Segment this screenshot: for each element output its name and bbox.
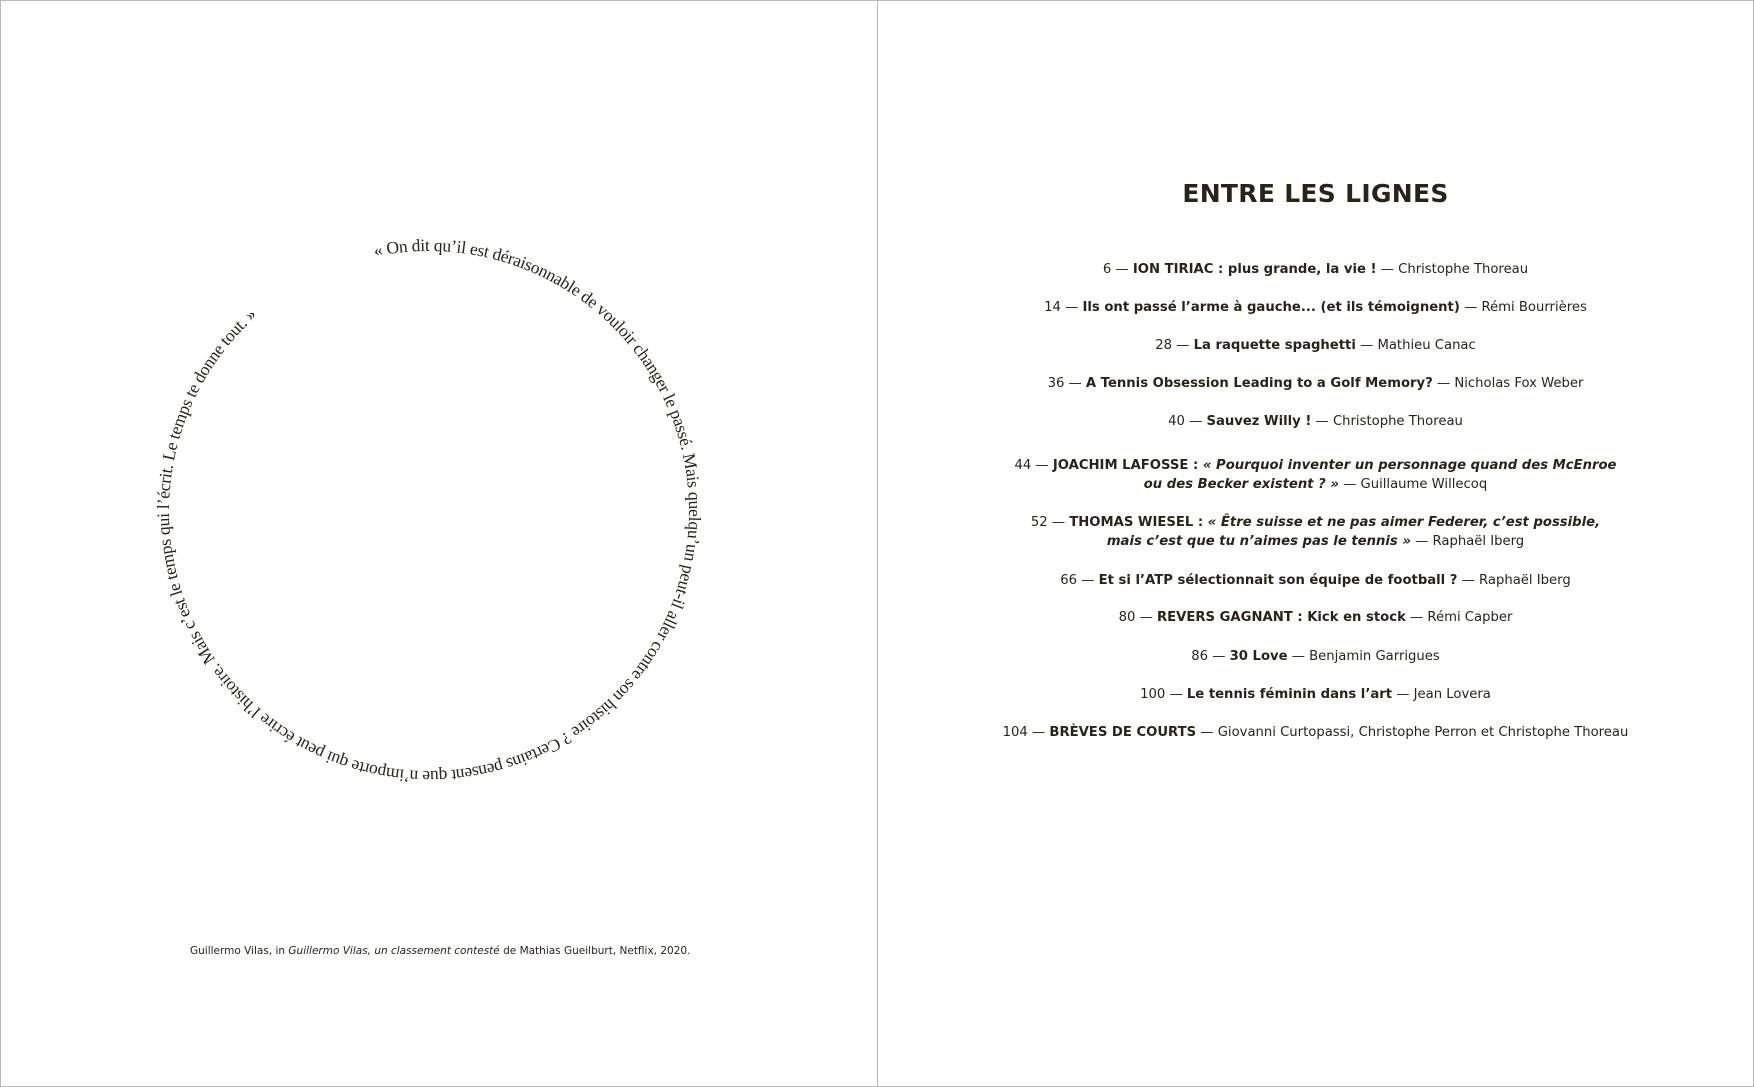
toc-entry-quote: « Être suisse et ne pas aimer Federer, c’est possible, <box>1207 515 1601 530</box>
toc-separator: — <box>1392 687 1414 702</box>
toc-entry-author: Christophe Thoreau <box>1398 262 1529 277</box>
toc-entry-title: REVERS GAGNANT : Kick en stock <box>1156 610 1406 625</box>
toc-entry-title: ION TIRIAC : plus grande, la vie ! <box>1132 262 1377 277</box>
toc-page-number: 100 <box>1140 687 1166 702</box>
toc-separator: — <box>1432 376 1455 391</box>
toc-separator: — <box>1077 573 1099 588</box>
circular-quote-text <box>102 184 757 839</box>
toc-separator: — <box>1287 649 1310 664</box>
toc-separator: — <box>1184 414 1207 429</box>
toc-entry-title: Le tennis féminin dans l’art <box>1186 687 1393 702</box>
toc-entry-quote: mais c’est que tu n’aimes pas le tennis » <box>1106 534 1411 549</box>
toc-page-number: 44 <box>1014 458 1032 473</box>
toc-entry <box>878 412 1753 431</box>
toc-entry-author: Rémi Capber <box>1427 610 1513 625</box>
toc-separator: — <box>1031 458 1053 473</box>
toc-separator: — <box>1027 725 1050 740</box>
toc-entry <box>878 298 1753 317</box>
toc-separator: — <box>1355 338 1378 353</box>
toc-separator: — <box>1376 262 1399 277</box>
toc-entry <box>878 571 1753 590</box>
toc-separator: — <box>1311 414 1333 429</box>
toc-page-number: 6 <box>1102 262 1112 277</box>
toc-separator: — <box>1457 573 1480 588</box>
toc-entry <box>878 723 1753 742</box>
toc-entry-title: BRÈVES DE COURTS <box>1049 725 1197 740</box>
toc-entry <box>878 336 1753 355</box>
toc-separator: — <box>1338 477 1361 492</box>
toc-page-number: 104 <box>1002 725 1028 740</box>
credit-prefix: Guillermo Vilas, in <box>190 945 289 957</box>
toc-entry-title: JOACHIM LAFOSSE : <box>1052 458 1203 473</box>
toc-separator: — <box>1410 534 1433 549</box>
toc-entry <box>878 374 1753 393</box>
circular-quote <box>1 1 877 1086</box>
toc-separator: — <box>1064 376 1086 391</box>
credit-work-title: Guillermo Vilas, un classement contesté <box>288 945 500 957</box>
toc-page-number: 86 <box>1191 649 1209 664</box>
toc-entry-author: Nicholas Fox Weber <box>1454 376 1584 391</box>
credit-suffix: de Mathias Gueilburt, Netflix, 2020. <box>499 945 691 957</box>
toc-entry-title: 30 Love <box>1229 649 1288 664</box>
left-page <box>1 1 877 1086</box>
right-page <box>878 1 1753 1086</box>
circular-quote-textpath: « On dit qu’il est déraisonnable de vouloir changer le passé. Mais quelqu’un peut-il aller contre son histoire ? Certains pensent que n’importe qui peut écrire l’histoire. Mais c’est le temps qui l’écrit. Le temps te donne tout. » <box>152 234 706 788</box>
toc-entry-title: THOMAS WIESEL : <box>1069 515 1208 530</box>
toc-separator: — <box>1405 610 1428 625</box>
toc-entry-author: Benjamin Garrigues <box>1309 649 1440 664</box>
toc-page-number: 40 <box>1168 414 1185 429</box>
toc-entry-author: Giovanni Curtopassi, Christophe Perron et Christophe Thoreau <box>1217 725 1629 740</box>
toc-page-number: 52 <box>1030 515 1048 530</box>
toc-separator: — <box>1135 610 1157 625</box>
toc-page-number: 80 <box>1118 610 1136 625</box>
toc-separator: — <box>1459 300 1482 315</box>
quote-credit <box>190 945 690 957</box>
toc-page-number: 14 <box>1044 300 1061 315</box>
toc-entry <box>878 260 1753 279</box>
toc-page-number: 66 <box>1060 573 1078 588</box>
toc-entry-author: Rémi Bourrières <box>1481 300 1587 315</box>
toc-entry <box>878 685 1753 704</box>
toc-entry-title: La raquette spaghetti <box>1193 338 1356 353</box>
toc-entry-author: Raphaël Iberg <box>1432 534 1525 549</box>
toc-entry <box>878 513 1753 551</box>
toc-entry <box>878 647 1753 666</box>
toc-separator: — <box>1172 338 1194 353</box>
toc-entry-author: Jean Lovera <box>1413 687 1491 702</box>
toc-entry-title: A Tennis Obsession Leading to a Golf Memory? <box>1085 376 1433 391</box>
toc-entry-quote: « Pourquoi inventer un personnage quand des McEnroe <box>1202 458 1617 473</box>
toc-entry-author: Raphaël Iberg <box>1479 573 1571 588</box>
toc-entry <box>878 608 1753 627</box>
toc-entry <box>878 456 1753 494</box>
toc-entry-title: Sauvez Willy ! <box>1206 414 1312 429</box>
toc-entry-author: Guillaume Willecoq <box>1360 477 1488 492</box>
toc-separator: — <box>1060 300 1083 315</box>
toc-entry-title: Ils ont passé l’arme à gauche... (et ils témoignent) <box>1082 300 1460 315</box>
toc-page-number: 28 <box>1155 338 1172 353</box>
toc-page-number: 36 <box>1047 376 1065 391</box>
toc-title: ENTRE LES LIGNES <box>1182 179 1449 208</box>
toc-separator: — <box>1111 262 1133 277</box>
toc-separator: — <box>1165 687 1187 702</box>
toc-separator: — <box>1047 515 1070 530</box>
toc-entry-title: Et si l’ATP sélectionnait son équipe de football ? <box>1098 573 1458 588</box>
toc-separator: — <box>1208 649 1230 664</box>
toc-entry-author: Christophe Thoreau <box>1332 414 1463 429</box>
toc-separator: — <box>1196 725 1218 740</box>
toc-entry-quote: ou des Becker existent ? » <box>1143 477 1339 492</box>
toc-entry-author: Mathieu Canac <box>1377 338 1476 353</box>
